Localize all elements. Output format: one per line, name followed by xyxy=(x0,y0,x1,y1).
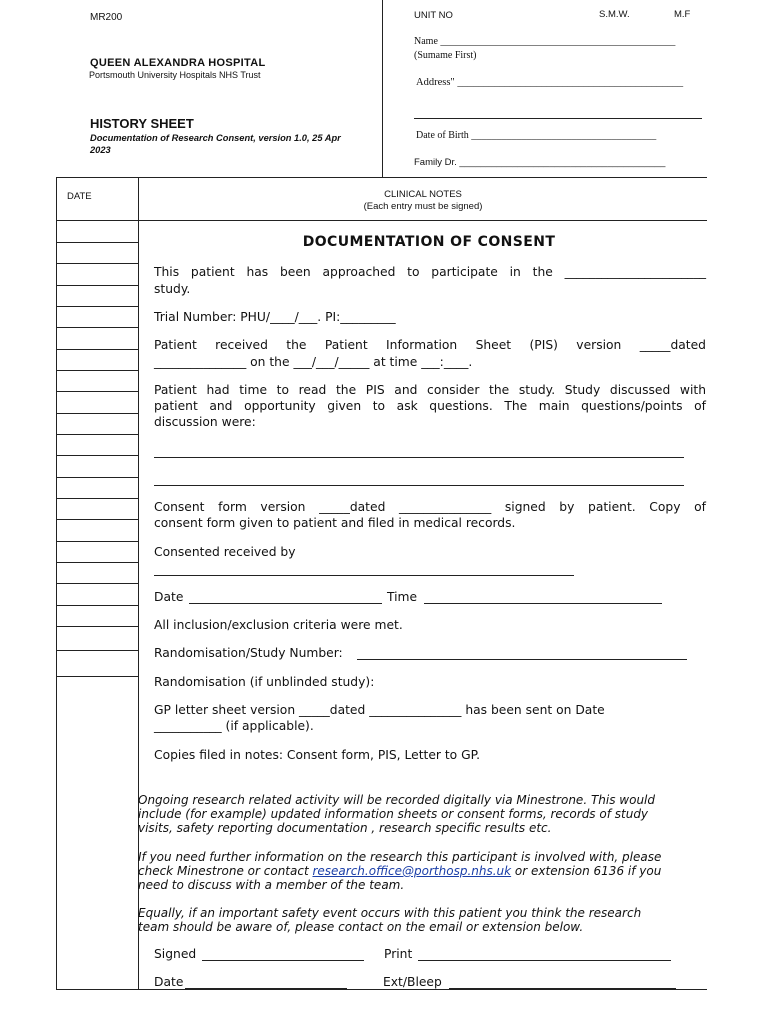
consented-by-label: Consented received by xyxy=(154,545,296,559)
randomisation-number-label: Randomisation/Study Number: xyxy=(154,646,343,660)
ongoing-line-1: Ongoing research related activity will be recorded digitally via Minestrone. This would xyxy=(138,793,655,807)
copies-filed: Copies filed in notes: Consent form, PIS, Letter to GP. xyxy=(154,748,481,762)
consented-by-line[interactable] xyxy=(154,575,574,576)
each-entry-signed-note: (Each entry must be signed) xyxy=(363,201,483,212)
address-line-2 xyxy=(414,118,702,119)
approached-line-2: study. xyxy=(154,282,191,296)
sheet-subtitle-1: Documentation of Research Consent, version 1.0, 25 Apr xyxy=(90,133,341,143)
date-line[interactable] xyxy=(189,603,382,604)
date-row-line xyxy=(56,541,139,542)
further-line-3: need to discuss with a member of the team. xyxy=(138,878,405,892)
signed-label: Signed xyxy=(154,947,197,961)
date-row-line xyxy=(56,434,139,435)
pis-line-1[interactable]: Patient received the Patient Information Sheet (PIS) version _____dated xyxy=(154,338,706,352)
date-row-line xyxy=(56,263,139,264)
time-label: Time xyxy=(387,590,418,604)
discussion-line-1: Patient had time to read the PIS and consider the study. Study discussed with xyxy=(154,383,706,397)
sheet-subtitle-2: 2023 xyxy=(90,145,111,155)
date-row-line xyxy=(56,676,139,677)
date-row-line xyxy=(56,519,139,520)
signature-date-label: Date xyxy=(154,975,184,989)
safety-line-1: Equally, if an important safety event occurs with this patient you think the research xyxy=(138,906,642,920)
date-row-line xyxy=(56,498,139,499)
time-line[interactable] xyxy=(424,603,662,604)
pis-line-2[interactable]: _______________ on the ___/___/_____ at time ___:____. xyxy=(154,355,473,369)
date-row-line xyxy=(56,285,139,286)
date-row-line xyxy=(56,605,139,606)
date-row-line xyxy=(56,477,139,478)
gp-letter-line-1[interactable]: GP letter sheet version _____dated _______________ has been sent on Date xyxy=(154,703,605,717)
unit-no-label: UNIT NO xyxy=(414,10,453,21)
print-label: Print xyxy=(384,947,413,961)
date-row-line xyxy=(56,370,139,371)
family-dr-field[interactable]: Family Dr. _______________________________________ xyxy=(414,157,666,168)
surname-first-hint: (Sumame First) xyxy=(414,50,477,61)
gp-letter-line-2[interactable]: ___________ (if applicable). xyxy=(154,719,314,733)
date-row-line xyxy=(56,562,139,563)
further-line-2-pre: check Minestrone or contact xyxy=(138,864,313,878)
discussion-line-2: patient and opportunity given to ask questions. The main questions/points of xyxy=(154,399,706,413)
form-code: MR200 xyxy=(90,12,123,23)
date-column-header: DATE xyxy=(67,191,92,202)
randomisation-unblinded-label: Randomisation (if unblinded study): xyxy=(154,675,375,689)
randomisation-number-line[interactable] xyxy=(357,659,687,660)
ext-bleep-line[interactable] xyxy=(449,988,676,989)
discussion-answer-line-2[interactable] xyxy=(154,485,684,486)
header-divider xyxy=(382,0,383,178)
print-line[interactable] xyxy=(418,960,671,961)
further-line-1: If you need further information on the research this participant is involved with, please xyxy=(138,850,662,864)
date-row-line xyxy=(56,327,139,328)
column-header-rule xyxy=(56,220,707,221)
date-row-line xyxy=(56,583,139,584)
dob-field[interactable]: Date of Birth _____________________________________ xyxy=(416,130,657,141)
smw-label: S.M.W. xyxy=(599,9,630,20)
ongoing-line-3: visits, safety reporting documentation , research specific results etc. xyxy=(138,821,552,835)
discussion-line-3: discussion were: xyxy=(154,415,256,429)
ext-bleep-label: Ext/Bleep xyxy=(383,975,442,989)
name-field[interactable]: Name _______________________________________________ xyxy=(414,36,676,47)
hospital-name: QUEEN ALEXANDRA HOSPITAL xyxy=(90,57,266,69)
consent-form-line-2: consent form given to patient and filed in medical records. xyxy=(154,516,516,530)
discussion-answer-line-1[interactable] xyxy=(154,457,684,458)
approached-line-1[interactable]: This patient has been approached to participate in the _______________________ xyxy=(154,265,706,279)
date-row-line xyxy=(56,650,139,651)
date-row-line xyxy=(56,242,139,243)
safety-line-2: team should be aware of, please contact on the email or extension below. xyxy=(138,920,584,934)
further-line-2 xyxy=(138,864,706,878)
date-row-line xyxy=(56,413,139,414)
trial-number-field[interactable]: Trial Number: PHU/____/___. PI:_________ xyxy=(154,310,396,324)
criteria-statement: All inclusion/exclusion criteria were met. xyxy=(154,618,403,632)
trust-name: Portsmouth University Hospitals NHS Trust xyxy=(89,70,261,80)
address-field[interactable]: Address" ___________________________________________ xyxy=(416,77,684,88)
ongoing-line-2: include (for example) updated information sheets or consent forms, records of study xyxy=(138,807,649,821)
consent-title: DOCUMENTATION OF CONSENT xyxy=(302,234,556,250)
research-office-email-link[interactable]: research.office@porthosp.nhs.uk xyxy=(312,864,512,878)
date-label: Date xyxy=(154,590,184,604)
sheet-title: HISTORY SHEET xyxy=(90,116,194,131)
date-row-line xyxy=(56,455,139,456)
header-bottom-rule xyxy=(56,177,707,178)
signed-line[interactable] xyxy=(202,960,364,961)
date-row-line xyxy=(56,626,139,627)
mf-label: M.F xyxy=(674,9,691,20)
date-row-line xyxy=(56,306,139,307)
date-row-line xyxy=(56,391,139,392)
further-line-2-post: or extension 6136 if you xyxy=(511,864,662,878)
consent-form-line-1[interactable]: Consent form version _____dated _______________ signed by patient. Copy of xyxy=(154,500,706,514)
signature-date-line[interactable] xyxy=(185,988,347,989)
clinical-notes-header: CLINICAL NOTES xyxy=(384,189,462,200)
date-row-line xyxy=(56,349,139,350)
